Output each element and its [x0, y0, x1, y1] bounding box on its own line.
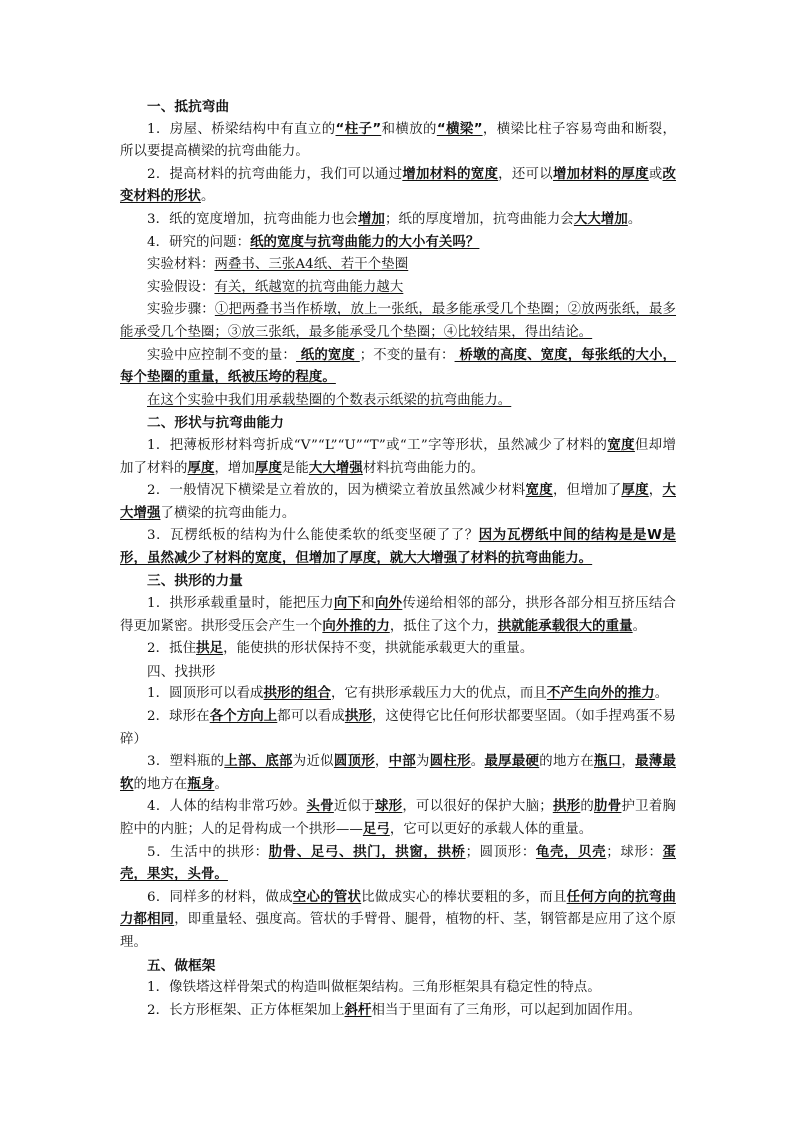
text-run: ，即重量轻、强度高。管状的手臂骨、腿骨，植物的杆、茎，钢管都是应用了这个原理。: [120, 912, 676, 950]
text-run: ，它有拱形承载压力大的优点，而且: [331, 686, 547, 702]
key-term: 龟壳，贝壳: [535, 844, 607, 860]
key-term: 任何方向的抗弯曲力都相同: [120, 889, 676, 928]
paragraph: [120, 390, 676, 413]
paragraph: [120, 887, 676, 955]
text-run: 。: [470, 754, 485, 770]
text-run: 实验中应控制不变的量：: [147, 347, 296, 363]
text-run: ，增加: [214, 460, 255, 476]
text-run: 材料抗弯曲能力的。: [362, 460, 485, 476]
text-run: ，: [648, 483, 663, 499]
key-term: 宽度: [607, 437, 635, 453]
text-run: 二、形状与抗弯曲能力: [147, 415, 284, 432]
key-term: 拱就能承载很大的重量: [497, 618, 633, 634]
paragraph: [120, 254, 676, 277]
paragraph: [120, 525, 676, 570]
text-run: 五、做框架: [147, 957, 216, 974]
text-run: 3．瓦楞纸板的结构为什么能使柔软的纸变坚硬了了？: [147, 528, 479, 544]
key-term: 圆顶形: [333, 754, 375, 770]
text-run: 3．纸的宽度增加，抗弯曲能力也会: [147, 211, 358, 227]
text-run: 2．提高材料的抗弯曲能力，我们可以通过: [147, 166, 403, 182]
key-term: 厚度: [187, 460, 215, 476]
key-term: 斜杆: [344, 1002, 372, 1018]
paragraph: [120, 164, 676, 209]
text-run: 的地方在: [133, 776, 188, 792]
key-term: 拱形的组合: [263, 686, 331, 702]
text-run: 了横梁的抗弯曲能力。: [160, 505, 296, 521]
text-run: 2．长方形框架、正方体框架加上: [147, 1002, 345, 1018]
text-run: 2．抵住: [147, 641, 197, 657]
section-heading: [120, 412, 676, 435]
key-term: 大大增强: [120, 483, 676, 521]
text-run: 的: [580, 799, 595, 815]
text-run: 实验步骤：: [147, 302, 215, 318]
text-run: 。: [200, 189, 215, 205]
key-term: 纸的宽度: [295, 347, 360, 363]
text-run: 为近似: [292, 754, 334, 770]
key-term: 增加材料的厚度: [552, 166, 649, 182]
key-term: 大大增加: [573, 211, 628, 227]
key-term: 不产生向外的推力: [546, 686, 655, 702]
paragraph: [120, 842, 676, 887]
key-term: 厚度: [621, 483, 649, 499]
text-run: 是能: [281, 460, 309, 476]
key-term: 上部、底部: [224, 754, 293, 770]
section-heading: [120, 955, 676, 978]
text-run: 3．塑料瓶的: [147, 754, 225, 770]
text-run: 1．圆顶形可以看成: [147, 686, 264, 702]
key-term: 宽度: [525, 483, 553, 499]
key-term: 向下: [333, 596, 362, 612]
text-run: 实验材料：: [147, 257, 215, 273]
text-run: 传递给相邻的部分，拱形各部分相互挤压结合得更加紧密。拱形受压会产生一个: [120, 596, 676, 634]
key-term: 拱形: [552, 799, 581, 815]
text-run: 比做成实心的棒状要粗的多，而且: [361, 889, 567, 905]
paragraph: [120, 435, 676, 480]
key-term: 拱足: [196, 641, 224, 657]
text-run: 2．球形在: [147, 709, 210, 725]
key-term: 中部: [388, 754, 416, 770]
key-term: 因为瓦楞纸中间的结构是是W是形，虽然减少了材料的宽度，但增加了厚度，就大大增强了材料的抗弯曲能力。: [120, 528, 677, 566]
key-term: 圆柱形: [429, 754, 471, 770]
text-run: ；纸的厚度增加，抗弯曲能力会: [384, 211, 574, 227]
underlined-text: ①把两叠书当作桥墩，放上一张纸，最多能承受几个垫圈；②放两张纸，最多能承受几个垫圈；③放三张纸，最多能承受几个垫圈；④比较结果，得出结论。: [120, 302, 677, 340]
key-term: 足弓: [362, 822, 390, 837]
text-run: 和横放的: [381, 121, 437, 137]
section-heading: [120, 570, 676, 593]
paragraph: [120, 796, 676, 841]
key-term: 瓶口: [594, 754, 622, 770]
paragraph: [120, 751, 676, 796]
text-run: 一、抵抗弯曲: [147, 99, 230, 115]
paragraph: [120, 209, 676, 232]
text-run: 1．房屋、桥梁结构中有直立的: [147, 121, 336, 137]
paragraph: [120, 480, 676, 525]
text-run: 近似于: [333, 799, 375, 815]
paragraph: [120, 638, 676, 661]
key-term: 纸的宽度与抗弯曲能力的大小有关吗？: [250, 234, 480, 250]
text-run: ，: [621, 754, 636, 770]
text-run: ，抵住了这个力，: [389, 618, 498, 634]
text-run: ，能使拱的形状保持不变，拱就能承载更大的重量。: [223, 641, 534, 657]
key-term: 大大增强: [308, 460, 363, 476]
text-run: ，这使得它比任何形状都要坚固。（如手捏鸡蛋不易碎）: [120, 709, 676, 747]
key-term: 增加材料的宽度: [402, 166, 499, 182]
key-term: 向外推的力: [322, 618, 390, 634]
paragraph: [120, 706, 676, 751]
text-run: 6．同样多的材料，做成: [147, 889, 293, 905]
key-term: 各个方向上: [209, 709, 278, 725]
text-run: 实验假设：: [147, 279, 215, 295]
text-run: 为: [416, 754, 430, 770]
key-term: 改变材料的形状: [120, 166, 677, 205]
key-term: 空心的管状: [292, 889, 362, 905]
text-run: 护卫着胸腔中的内脏；人的足骨构成一个拱形——: [120, 799, 677, 837]
text-run: 三、拱形的力量: [147, 573, 243, 590]
paragraph: [120, 593, 676, 638]
paragraph: [120, 299, 676, 344]
key-term: 增加: [357, 211, 385, 227]
text-run: 或: [648, 166, 663, 182]
text-run: 都可以看成: [277, 709, 345, 725]
text-run: 1．拱形承载重量时，能把压力: [147, 596, 334, 612]
section-heading: [120, 96, 676, 119]
key-term: 拱形: [344, 709, 372, 725]
text-run: ，还可以: [498, 166, 553, 182]
text-run: ；球形：: [606, 844, 663, 860]
paragraph: [120, 345, 676, 390]
text-run: 4．研究的问题：: [147, 234, 251, 250]
text-run: ；不变的量有：: [359, 347, 455, 363]
text-run: ，: [374, 754, 389, 770]
underlined-text: 两叠书、三张A4纸、若干个垫圈: [214, 257, 409, 273]
text-run: 1．把薄板形材料弯折成“V”“L”“U”“T”或“工”字等形状，虽然减少了材料的: [147, 437, 608, 453]
paragraph: [120, 277, 676, 300]
key-term: 最厚最硬: [484, 754, 540, 770]
text-run: ；圆顶形：: [465, 844, 536, 860]
text-run: 相当于里面有了三角形，可以起到加固作用。: [371, 1002, 642, 1018]
key-term: “柱子”: [335, 121, 382, 137]
text-run: 1．像铁塔这样骨架式的构造叫做框架结构。三角形框架具有稳定性的特点。: [147, 980, 601, 996]
key-term: 向外: [374, 596, 403, 612]
key-term: 头骨: [306, 799, 334, 815]
text-run: 四、找拱形: [147, 663, 216, 680]
text-run: 5．生活中的拱形：: [147, 844, 269, 860]
text-run: 。: [214, 776, 228, 792]
text-run: 但却增加了材料的: [120, 437, 676, 476]
key-term: 桥墩的高度、宽度，每张纸的大小，每个垫圈的重量，纸被压垮的程度。: [120, 347, 676, 386]
paragraph: [120, 119, 676, 164]
paragraph: [120, 232, 676, 255]
text-run: 。: [632, 618, 647, 634]
key-term: 球形: [374, 799, 403, 815]
text-run: 。: [654, 686, 669, 702]
text-run: ，但增加了: [552, 483, 622, 499]
text-run: 2．一般情况下横梁是立着放的，因为横梁立着放虽然减少材料: [147, 483, 526, 499]
text-run: 的地方在: [539, 754, 595, 770]
key-term: 肋骨: [594, 799, 622, 815]
underlined-text: 有关，纸越宽的抗弯曲能力越大: [214, 279, 404, 295]
key-term: “横梁”: [436, 121, 483, 137]
text-run: ，可以很好的保护大脑；: [402, 799, 553, 815]
paragraph: [120, 1000, 676, 1023]
underlined-text: 在这个实验中我们用承载垫圈的个数表示纸梁的抗弯曲能力。: [147, 392, 512, 408]
text-run: 4．人体的结构非常巧妙。: [147, 799, 307, 815]
text-run: ，横梁比柱子容易弯曲和断裂，所以要提高横梁的抗弯曲能力。: [120, 121, 676, 160]
key-term: 厚度: [254, 460, 282, 476]
text-run: 和: [361, 596, 375, 612]
text-run: 。: [627, 211, 642, 227]
key-term: 蛋壳，果实，头骨。: [120, 844, 677, 883]
key-term: 肋骨、足弓、拱门，拱窗，拱桥: [268, 844, 466, 860]
paragraph: [120, 683, 676, 706]
paragraph: [120, 977, 676, 1000]
document-body: [120, 96, 676, 1022]
section-heading: [120, 661, 676, 684]
key-term: 最薄最软: [120, 754, 676, 792]
text-run: ，它可以更好的承载人体的重量。: [389, 822, 593, 837]
key-term: 瓶身: [187, 776, 215, 792]
